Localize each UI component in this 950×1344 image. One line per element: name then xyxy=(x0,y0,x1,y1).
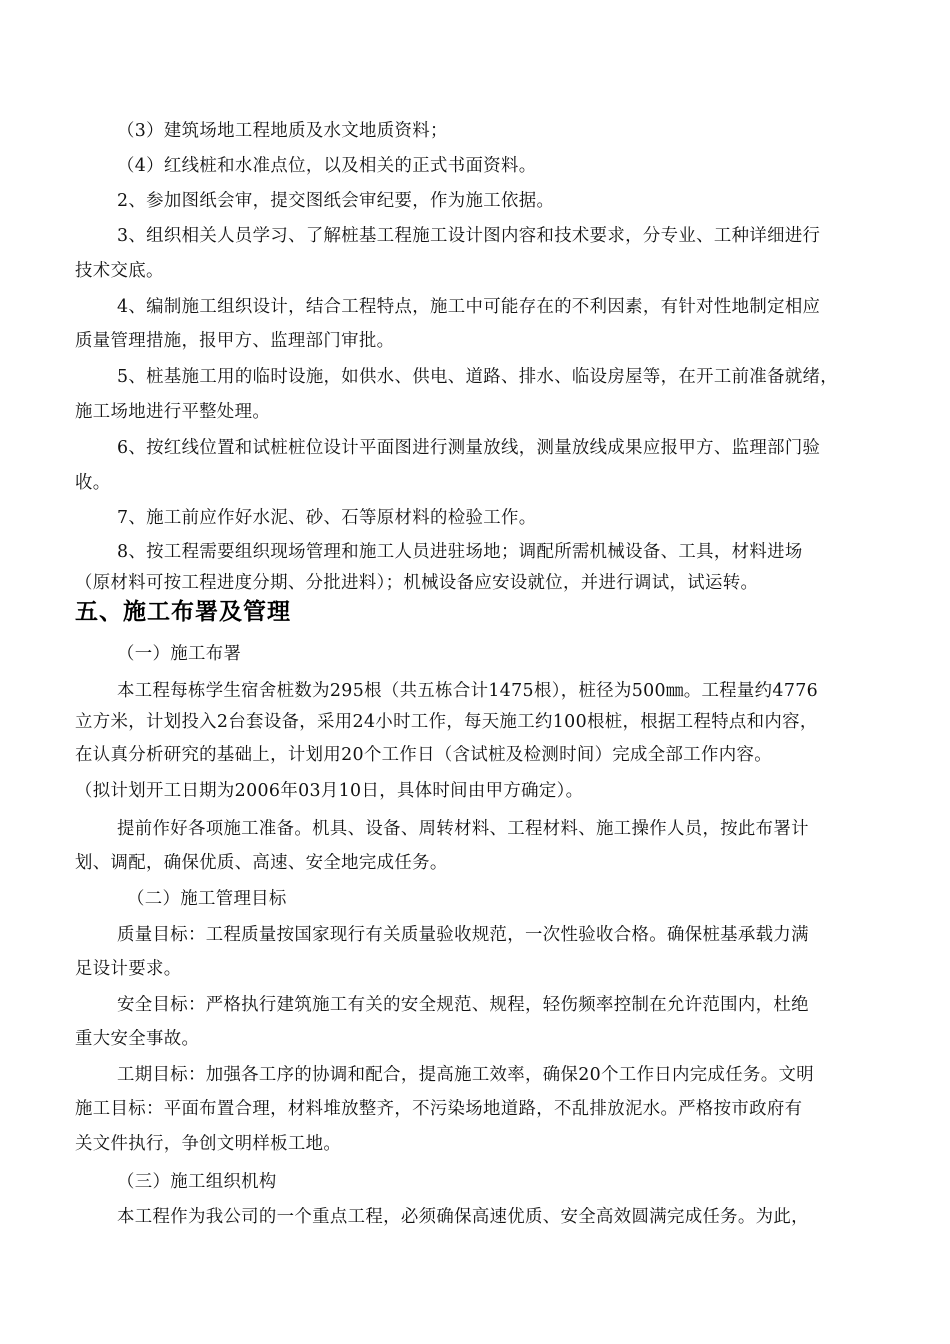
subsection-title: （二）施工管理目标 xyxy=(127,889,287,909)
text-line: 划、调配，确保优质、高速、安全地完成任务。 xyxy=(75,853,448,873)
text-line: 本工程每栋学生宿舍桩数为295根（共五栋合计1475根），桩径为500㎜。工程量约4776 xyxy=(117,681,819,701)
text-line: 3、组织相关人员学习、了解桩基工程施工设计图内容和技术要求，分专业、工种详细进行 xyxy=(117,226,821,246)
text-line: 本工程作为我公司的一个重点工程，必须确保高速优质、安全高效圆满完成任务。为此， xyxy=(117,1207,809,1227)
text-line: 立方米，计划投入2台套设备，采用24小时工作，每天施工约100根桩，根据工程特点和内容， xyxy=(75,712,818,732)
text-line: 在认真分析研究的基础上，计划用20个工作日（含试桩及检测时间）完成全部工作内容。 xyxy=(75,745,772,765)
text-line: 技术交底。 xyxy=(75,261,164,281)
text-line: 质量目标：工程质量按国家现行有关质量验收规范，一次性验收合格。确保桩基承载力满 xyxy=(117,925,809,945)
text-line: 8、按工程需要组织现场管理和施工人员进驻场地；调配所需机械设备、工具，材料进场 xyxy=(117,542,803,562)
section-heading: 五、施工布署及管理 xyxy=(75,599,291,625)
text-line: 收。 xyxy=(75,473,111,493)
text-line: （4）红线桩和水准点位，以及相关的正式书面资料。 xyxy=(117,156,537,176)
text-line: 重大安全事故。 xyxy=(75,1029,200,1049)
text-line: 6、按红线位置和试桩桩位设计平面图进行测量放线，测量放线成果应报甲方、监理部门验 xyxy=(117,438,821,458)
text-line: （3）建筑场地工程地质及水文地质资料； xyxy=(117,121,448,141)
text-line: 2、参加图纸会审，提交图纸会审纪要，作为施工依据。 xyxy=(117,191,555,211)
text-line: 施工场地进行平整处理。 xyxy=(75,402,271,422)
text-line: 5、桩基施工用的临时设施，如供水、供电、道路、排水、临设房屋等，在开工前准备就绪， xyxy=(117,367,839,387)
text-line: 质量管理措施，报甲方、监理部门审批。 xyxy=(75,331,395,351)
text-line: 工期目标：加强各工序的协调和配合，提高施工效率，确保20个工作日内完成任务。文明 xyxy=(117,1065,814,1085)
subsection-title: （一）施工布署 xyxy=(117,644,242,664)
text-line: 7、施工前应作好水泥、砂、石等原材料的检验工作。 xyxy=(117,508,537,528)
text-line: 足设计要求。 xyxy=(75,959,182,979)
text-line: 施工目标：平面布置合理，材料堆放整齐，不污染场地道路，不乱排放泥水。严格按市政府有 xyxy=(75,1099,803,1119)
text-line: （拟计划开工日期为2006年03月10日，具体时间由甲方确定）。 xyxy=(75,781,584,801)
text-line: （原材料可按工程进度分期、分批进料）；机械设备应安设就位，并进行调试，试运转。 xyxy=(75,573,759,593)
text-line: 关文件执行，争创文明样板工地。 xyxy=(75,1134,342,1154)
text-line: 安全目标：严格执行建筑施工有关的安全规范、规程，轻伤频率控制在允许范围内，杜绝 xyxy=(117,995,809,1015)
text-line: 4、编制施工组织设计，结合工程特点，施工中可能存在的不利因素，有针对性地制定相应 xyxy=(117,297,821,317)
subsection-title: （三）施工组织机构 xyxy=(117,1172,277,1192)
text-line: 提前作好各项施工准备。机具、设备、周转材料、工程材料、施工操作人员，按此布署计 xyxy=(117,819,809,839)
